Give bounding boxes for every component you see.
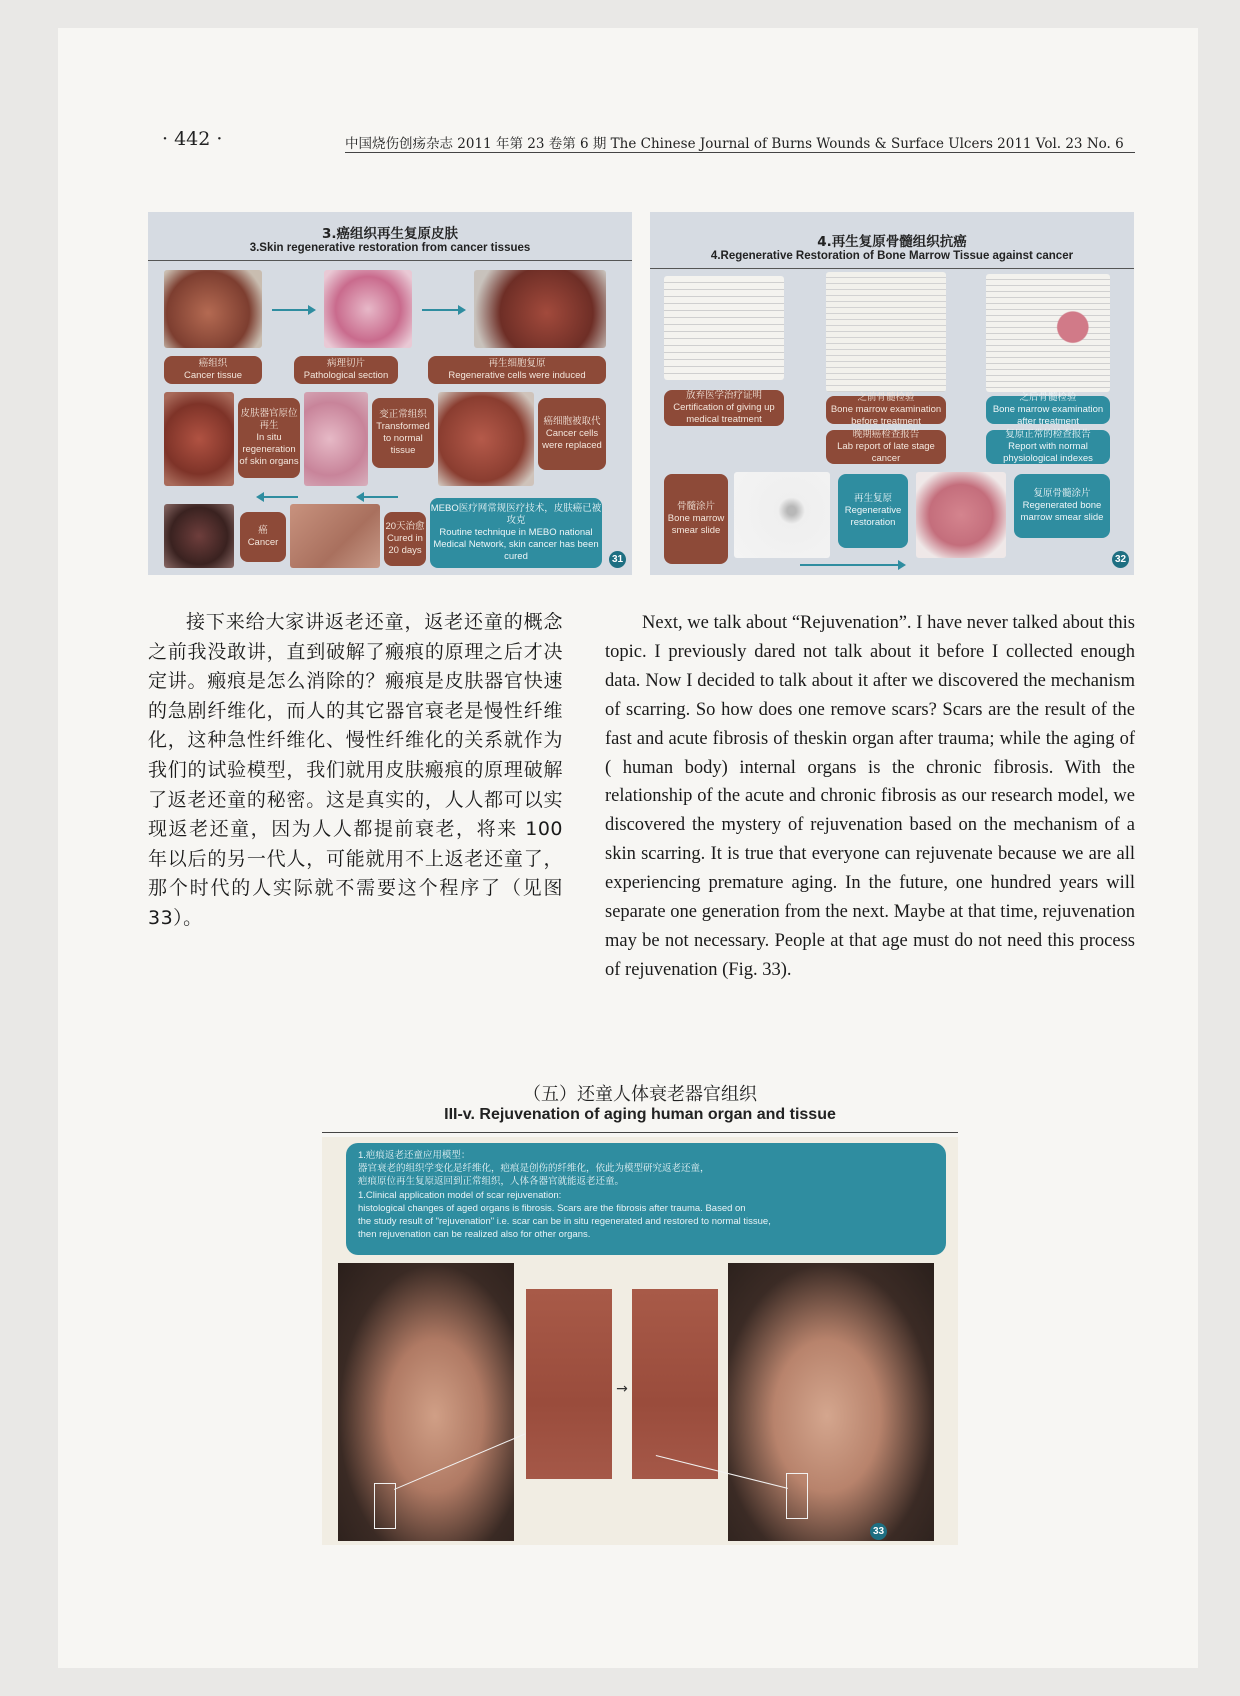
label-restore-zh: 再生复原 — [853, 493, 892, 504]
label-normal-en: Report with normal physiological indexes — [1003, 441, 1093, 464]
regen-cells-photo — [474, 270, 606, 348]
figure-33 — [322, 1137, 958, 1545]
label-regen-smear — [1014, 474, 1110, 538]
slide-31 — [148, 212, 632, 575]
model-line: the study result of "rejuvenation" i.e. scar can be in situ regenerated and restored to normal tissue, — [358, 1216, 771, 1228]
label-transformed-en: Transformed to normal tissue — [376, 421, 430, 456]
slide-31-title-en: 3.Skin regenerative restoration from cancer tissues — [249, 242, 531, 254]
arrow-between-closeups: → — [616, 1381, 628, 1397]
label-regen-smear-zh: 复原骨髓涂片 — [1033, 488, 1091, 499]
treated-skin-photo — [438, 392, 534, 486]
model-line: then rejuvenation can be realized also for other organs. — [358, 1229, 591, 1241]
label-after-zh: 之后骨髓检验 — [1019, 392, 1077, 403]
label-regen-smear-en: Regenerated bone marrow smear slide — [1020, 500, 1104, 523]
smear-photo-before — [734, 472, 830, 558]
slide-32-number-badge: 32 — [1112, 551, 1129, 568]
label-late-zh: 晚期癌检查报告 — [852, 429, 920, 440]
model-line: 1.疤痕返老还童应用模型： — [358, 1150, 471, 1161]
label-before-zh: 之前骨髓检验 — [857, 392, 915, 403]
label-in-situ-en: In situ regeneration of skin organs — [239, 432, 299, 467]
pathology-photo — [324, 270, 412, 348]
skin-photo-mid — [164, 392, 234, 486]
label-smear-zh: 骨髓涂片 — [676, 501, 715, 512]
label-cured — [384, 512, 426, 566]
label-in-situ-zh: 皮肤器官原位再生 — [240, 408, 298, 431]
label-cancer-zh: 癌 — [258, 525, 268, 536]
label-restore-en: Regenerative restoration — [844, 505, 902, 528]
label-giveup-en: Certification of giving up medical treatment — [673, 402, 775, 425]
label-regen-cells-en: Regenerative cells were induced — [448, 370, 586, 381]
label-pathology-zh: 病理切片 — [326, 358, 365, 369]
label-giveup — [664, 390, 784, 426]
figure-33-number-badge: 33 — [870, 1523, 887, 1540]
label-cured-en: Cured in 20 days — [387, 533, 423, 556]
paragraph-zh: 接下来给大家讲返老还童，返老还童的概念之前我没敢讲，直到破解了瘢痕的原理之后才决定讲。瘢痕是怎么消除的？瘢痕是皮肤器官快速的急剧纤维化，而人的其它器官衰老是慢性纤维化，这种急性纤维化、慢性纤维化的关系就作为我们的试验模型，我们就用皮肤瘢痕的原理破解了返老还童的秘密。这是真实的，人人都可以实现返老还童，因为人人都提前衰老，将来 100 年以后的另一代人，可能就用不上返老还童了，那个时代的人实际就不需要这个程序了（见图 33）。 — [148, 611, 563, 929]
label-in-situ — [238, 398, 300, 478]
label-cancer-tissue-en: Cancer tissue — [183, 370, 243, 381]
label-cancer-tissue-zh: 癌组织 — [198, 358, 228, 369]
label-mebo-zh: MEBO医疗网常规医疗技术，皮肤癌已被攻克 — [430, 503, 602, 526]
paragraph-en: Next, we talk about “Rejuvenation”. I have never talked about this topic. I previously dared not talk about it before I collected enough data. Now I decided to talk about it after we discovered the mechanism of scarring. So how does one remove scars? Scars are the result of the fast and acute fibrosis of theskin organ after trauma; while the aging of ( human body) internal organs is the chronic fibrosis. With the relationship of the acute and chronic fibrosis as our research model, we discovered the mystery of rejuvenation based on the mechanism of a skin scarring. It is true that everyone can rejuvenate because we are all experiencing premature aging. In the future, one hundred years will separate one generation from the next. Maybe at that time, rejuvenation may be not necessary. People at that age must do not need this process of rejuvenation (Fig. 33). — [605, 613, 1135, 980]
label-cancer-tissue — [164, 356, 262, 384]
face-photo-after — [728, 1263, 934, 1541]
slide-32-title-en: 4.Regenerative Restoration of Bone Marrow Tissue against cancer — [710, 250, 1074, 262]
document-after — [986, 274, 1110, 392]
slide-32-title-zh: 4.再生复原骨髓组织抗癌 — [817, 234, 967, 250]
scar-region-box-before — [374, 1483, 396, 1529]
label-before — [826, 392, 946, 427]
arrow-1 — [272, 309, 314, 311]
cancer-photo-bottom — [164, 504, 234, 568]
label-after-en: Bone marrow examination after treatment — [992, 404, 1104, 427]
label-after — [986, 392, 1110, 427]
label-giveup-zh: 放弃医学治疗证明 — [685, 390, 762, 401]
slide-31-title-zh: 3.癌组织再生复原皮肤 — [321, 226, 459, 242]
label-restore — [838, 474, 908, 548]
page-number: · 442 · — [162, 128, 223, 150]
section-title-zh: （五）还童人体衰老器官组织 — [523, 1084, 757, 1105]
face-photo-before — [338, 1263, 514, 1541]
label-smear-en: Bone marrow smear slide — [667, 513, 725, 536]
label-cured-zh: 20天治愈 — [385, 521, 425, 532]
label-pathology-en: Pathological section — [303, 370, 389, 381]
slide-31-number-badge: 31 — [609, 551, 626, 568]
label-replaced-en: Cancer cells were replaced — [542, 428, 602, 451]
label-smear — [664, 474, 728, 564]
body-text-en — [605, 609, 1135, 985]
body-text-zh — [148, 608, 563, 934]
smear-photo-after — [916, 472, 1006, 558]
label-mebo-en: Routine technique in MEBO national Medical Network, skin cancer has been cured — [433, 527, 599, 562]
arrow-back-2 — [358, 496, 398, 498]
document-before — [826, 272, 946, 392]
journal-header: 中国烧伤创疡杂志 2011 年第 23 卷第 6 期 The Chinese Journal of Burns Wounds & Surface Ulcers 2011 Vol. 23 No. 6 — [345, 136, 1124, 152]
cancer-tissue-photo — [164, 270, 262, 348]
scar-region-box-after — [786, 1473, 808, 1519]
label-late-en: Lab report of late stage cancer — [837, 441, 935, 464]
skin-closeup-after — [632, 1289, 718, 1479]
arrow-2 — [422, 309, 464, 311]
model-line: 疤痕原位再生复原返回到正常组织，人体各器官就能返老还童。 — [358, 1176, 625, 1188]
label-replaced-zh: 癌细胞被取代 — [543, 416, 601, 427]
label-pathology — [294, 356, 398, 384]
slide-32 — [650, 212, 1134, 575]
label-before-en: Bone marrow examination before treatment — [830, 404, 942, 427]
label-normal — [986, 430, 1110, 464]
arrow-back-1 — [258, 496, 298, 498]
slide-32-arrow — [800, 564, 904, 566]
model-line: 1.Clinical application model of scar rejuvenation: — [358, 1189, 562, 1201]
section-title-en: III-v. Rejuvenation of aging human organ and tissue — [444, 1106, 836, 1123]
label-mebo — [430, 498, 602, 568]
skin-closeup-before — [526, 1289, 612, 1479]
label-replaced — [538, 398, 606, 470]
slide-32-rule — [650, 268, 1134, 269]
document-giveup — [664, 276, 784, 380]
header-rule — [345, 152, 1135, 153]
model-line: histological changes of aged organs is fibrosis. Scars are the fibrosis after trauma. Based on — [358, 1202, 746, 1214]
label-late — [826, 430, 946, 464]
section-rule — [322, 1132, 958, 1133]
label-cancer — [240, 512, 286, 562]
label-regen-cells-zh: 再生细胞复原 — [488, 358, 546, 369]
tissue-photo-mid — [304, 392, 368, 486]
slide-31-rule — [148, 260, 632, 261]
label-normal-zh: 复原正常的检查报告 — [1005, 429, 1091, 440]
label-transformed-zh: 变正常组织 — [379, 409, 427, 420]
cured-skin-photo — [290, 504, 380, 568]
label-regen-cells — [428, 356, 606, 384]
label-transformed — [372, 398, 434, 468]
model-line: 器官衰老的组织学变化是纤维化，疤痕是创伤的纤维化，依此为模型研究返老还童， — [358, 1163, 710, 1175]
model-description-box — [346, 1143, 946, 1255]
label-cancer-en: Cancer — [247, 537, 279, 548]
